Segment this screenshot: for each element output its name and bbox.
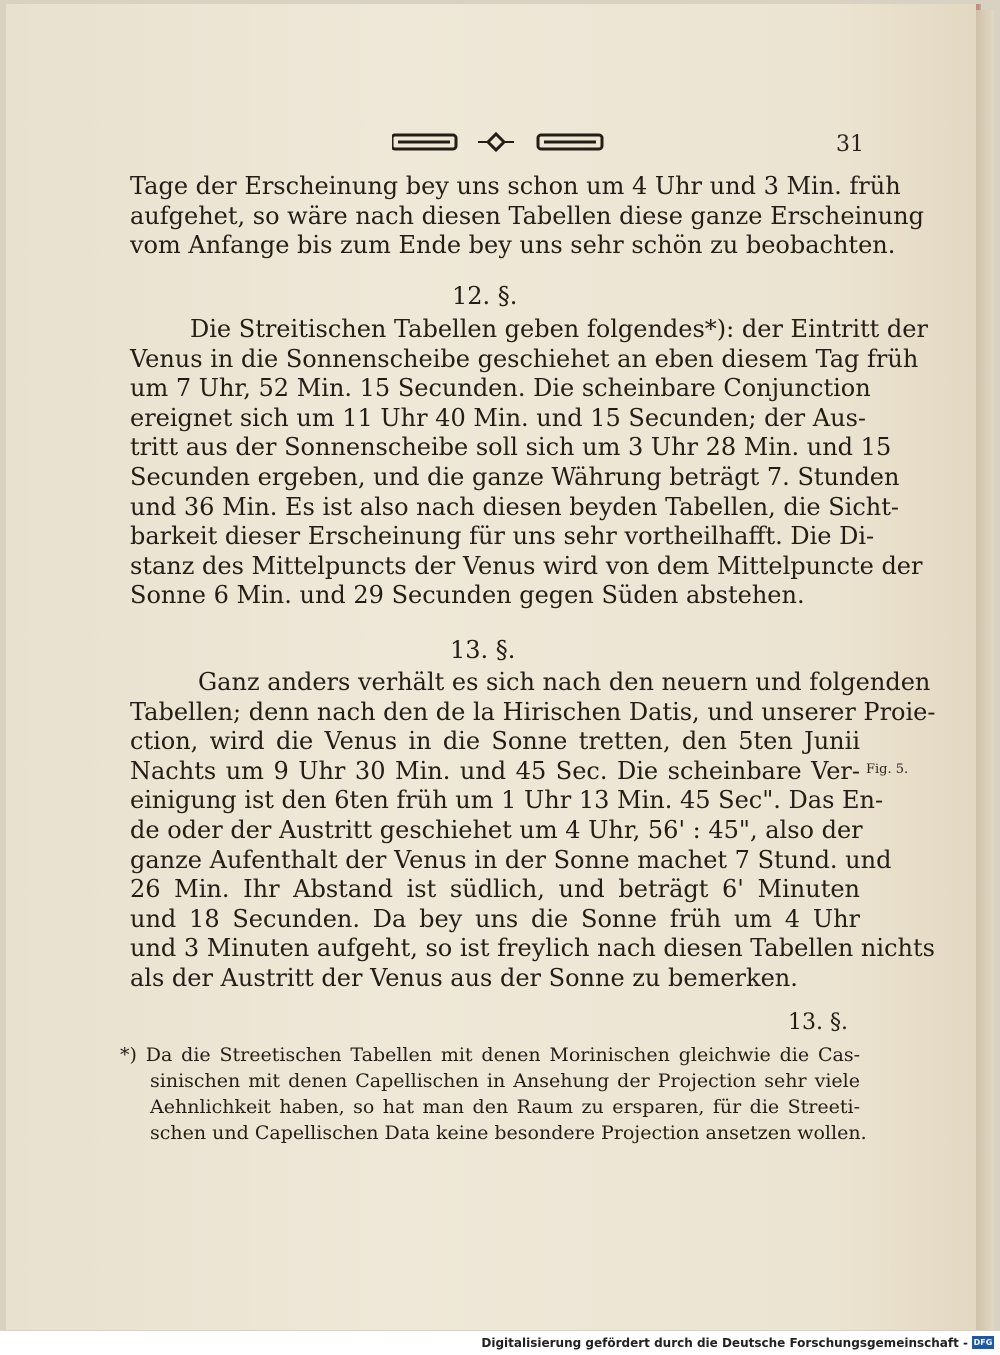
text-line: Ganz anders verhält es sich nach den neuern und folgenden xyxy=(198,668,931,696)
text-line: Tabellen; denn nach den de la Hirischen Datis, und unserer Proie- xyxy=(130,697,936,726)
section-13-heading: 13. §. xyxy=(450,636,516,664)
text-line: aufgehet, so wäre nach diesen Tabellen diese ganze Erscheinung xyxy=(130,201,924,230)
digitization-credit: Digitalisierung gefördert durch die Deutsche Forschungsgemeinschaft - xyxy=(481,1336,968,1350)
intro-paragraph xyxy=(130,172,924,261)
text-line: ganze Aufenthalt der Venus in der Sonne machet 7 Stund. und xyxy=(130,845,892,874)
text-line: und 36 Min. Es ist also nach diesen beyden Tabellen, die Sicht- xyxy=(130,492,899,521)
text-line: ction, wird die Venus in die Sonne tretten, den 5ten Junii xyxy=(130,727,860,756)
section-12-heading: 12. §. xyxy=(452,282,518,310)
text-line: stanz des Mittelpuncts der Venus wird von dem Mittelpuncte der xyxy=(130,551,923,580)
text-line: Die Streitischen Tabellen geben folgendes*): der Eintritt der xyxy=(190,315,928,343)
text-line: Nachts um 9 Uhr 30 Min. und 45 Sec. Die scheinbare Ver- xyxy=(130,756,860,785)
text-line: vom Anfange bis zum Ende bey uns sehr schön zu beobachten. xyxy=(130,231,896,260)
page-number: 31 xyxy=(836,132,864,157)
footnote-line: sinischen mit denen Capellischen in Ansehung der Projection sehr viele xyxy=(150,1070,860,1092)
header-ornament xyxy=(392,130,606,154)
text-line: Tage der Erscheinung bey uns schon um 4 Uhr und 3 Min. früh xyxy=(130,172,901,200)
footnote xyxy=(120,1042,867,1146)
dfg-logo-icon: DFG xyxy=(973,1338,993,1347)
text-line: 26 Min. Ihr Abstand ist südlich, und beträgt 6' Minuten xyxy=(130,875,860,904)
text-line: Venus in die Sonnenscheibe geschiehet an eben diesem Tag früh xyxy=(130,344,919,373)
text-line: ereignet sich um 11 Uhr 40 Min. und 15 Secunden; der Aus- xyxy=(130,403,866,432)
text-line: und 3 Minuten aufgeht, so ist freylich nach diesen Tabellen nichts xyxy=(130,934,935,963)
page-edge xyxy=(976,10,994,1330)
text-line: und 18 Secunden. Da bey uns die Sonne früh um 4 Uhr xyxy=(130,904,860,933)
text-line: de oder der Austritt geschiehet um 4 Uhr, 56' : 45", also der xyxy=(130,815,863,844)
text-line: um 7 Uhr, 52 Min. 15 Secunden. Die scheinbare Conjunction xyxy=(130,374,871,403)
text-line: als der Austritt der Venus aus der Sonne zu bemerken. xyxy=(130,963,798,992)
text-line: Secunden ergeben, und die ganze Währung beträgt 7. Stunden xyxy=(130,462,900,491)
text-line: tritt aus der Sonnenscheibe soll sich um 3 Uhr 28 Min. und 15 xyxy=(130,433,892,462)
text-line: Sonne 6 Min. und 29 Secunden gegen Süden abstehen. xyxy=(130,581,805,610)
figure-margin-note: Fig. 5. xyxy=(866,762,909,777)
text-line: einigung ist den 6ten früh um 1 Uhr 13 Min. 45 Sec". Das En- xyxy=(130,786,884,815)
footnote-line: *) Da die Streetischen Tabellen mit denen Morinischen gleichwie die Cas- xyxy=(120,1044,860,1066)
text-line: barkeit dieser Erscheinung für uns sehr vortheilhafft. Die Di- xyxy=(130,522,875,551)
footnote-line: Aehnlichkeit haben, so hat man den Raum zu ersparen, für die Streeti- xyxy=(150,1096,860,1118)
section-12-paragraph xyxy=(130,315,928,611)
footnote-line: schen und Capellischen Data keine besondere Projection ansetzen wollen. xyxy=(150,1122,867,1144)
catchword: 13. §. xyxy=(788,1010,848,1035)
